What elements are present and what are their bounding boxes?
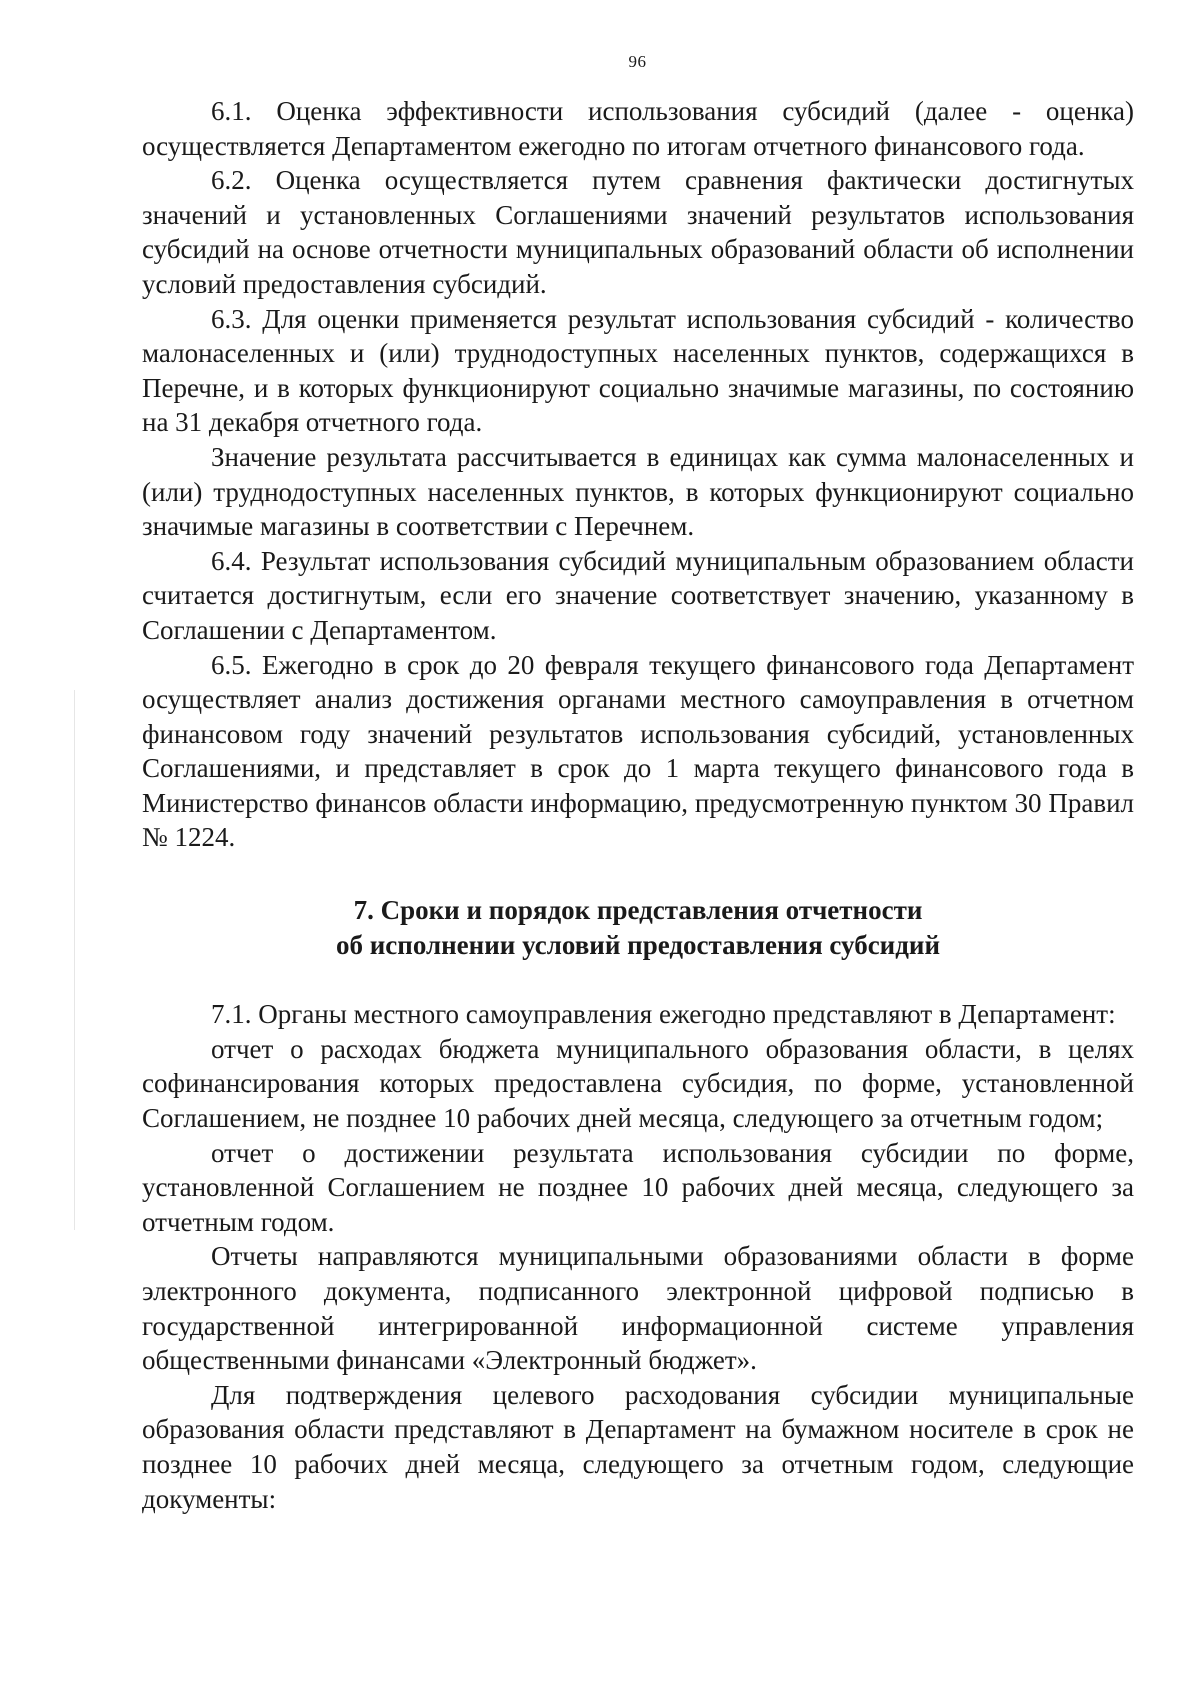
document-body — [142, 94, 1134, 1516]
paragraph-7-1-report-expenses: отчет о расходах бюджета муниципального образования области, в целях софинансирования которых предоставлена субсидия, по форме, установленной Соглашением, не позднее 10 рабочих дней месяца, следующего за отчетным годом; — [142, 1033, 1134, 1134]
paragraph-7-documents: Для подтверждения целевого расходования субсидии муниципальные образования области представляют в Департамент на бумажном носителе в срок не позднее 10 рабочих дней месяца, следующего за отчетным годом, следующие документы: — [142, 1379, 1134, 1514]
section-7-title-line-2: об исполнении условий предоставления субсидий — [335, 929, 941, 960]
paragraph-6-4: 6.4. Результат использования субсидий муниципальным образованием области считается достигнутым, если его значение соответствует значению, указанному в Соглашении с Департаментом. — [142, 545, 1134, 645]
paragraph-7-reports-submission: Отчеты направляются муниципальными образованиями области в форме электронного документа, подписанного электронной цифровой подписью в государственной интегрированной информационной системе управления общественными финансами «Электронный бюджет». — [142, 1241, 1134, 1376]
section-7-title-line-1: 7. Сроки и порядок представления отчетности — [353, 895, 923, 926]
paragraph-7-1-report-result: отчет о достижении результата использования субсидии по форме, установленной Соглашением не позднее 10 рабочих дней месяца, следующего за отчетным годом. — [142, 1137, 1134, 1237]
paragraph-7-1: 7.1. Органы местного самоуправления ежегодно представляют в Департамент: — [211, 999, 1116, 1030]
paragraph-6-3-value: Значение результата рассчитывается в единицах как сумма малонаселенных и (или) труднодоступных населенных пунктов, в которых функционируют социально значимые магазины в соответствии с Перечнем. — [142, 441, 1134, 542]
paragraph-6-1: 6.1. Оценка эффективности использования субсидий (далее - оценка) осуществляется Департаментом ежегодно по итогам отчетного финансового года. — [142, 96, 1134, 161]
spacer — [142, 855, 1134, 893]
paragraph-6-2: 6.2. Оценка осуществляется путем сравнения фактически достигнутых значений и установленных Соглашениями значений результатов использования субсидий на основе отчетности муниципальных образований области об исполнении условий предоставления субсидий. — [142, 165, 1134, 299]
paragraph-6-5: 6.5. Ежегодно в срок до 20 февраля текущего финансового года Департамент осуществляет анализ достижения органами местного самоуправления в отчетном финансовом году значений результатов использования субсидий, установленных Соглашениями, и представляет в срок до 1 марта текущего финансового года в Министерство финансов области информацию, предусмотренную пунктом 30 Правил № 1224. — [142, 649, 1134, 853]
spacer — [142, 962, 1134, 997]
page-number: 96 — [628, 52, 647, 71]
scan-margin-line — [74, 690, 75, 1230]
paragraph-6-3: 6.3. Для оценки применяется результат использования субсидий - количество малонаселенных и (или) труднодоступных населенных пунктов, содержащихся в Перечне, и в которых функционируют социально значимые магазины, по состоянию на 31 декабря отчетного года. — [142, 303, 1134, 438]
